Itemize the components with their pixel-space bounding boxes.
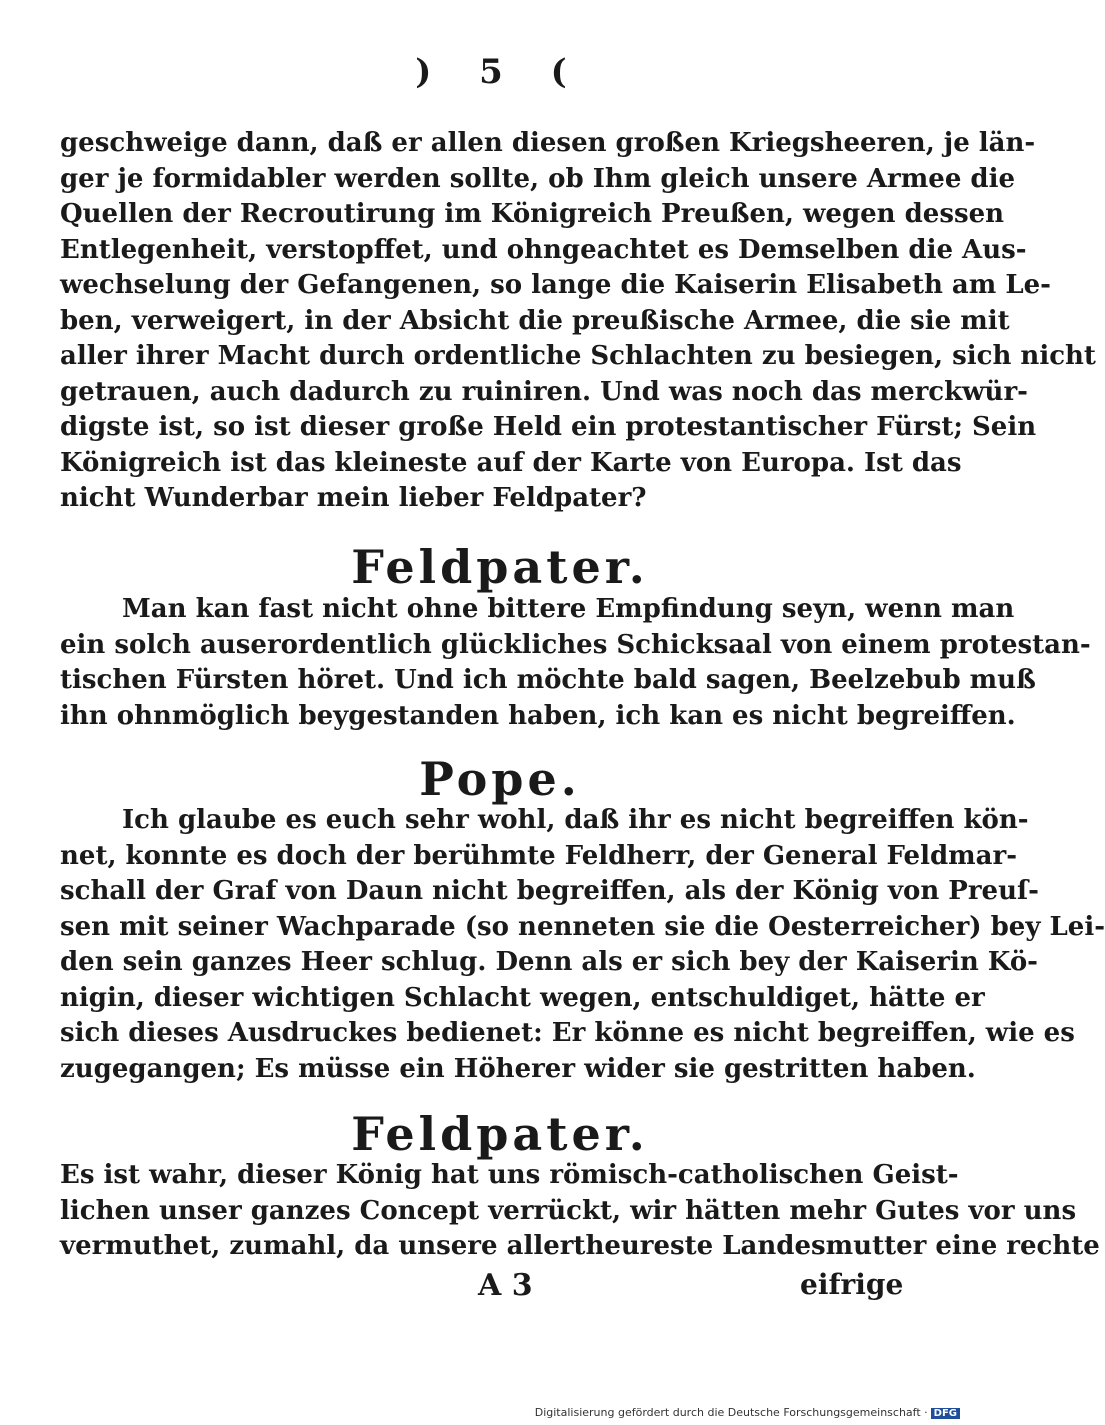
text-line: nigin, dieser wichtigen Schlacht wegen, entschuldiget, hätte er: [60, 982, 985, 1013]
text-line: den sein ganzes Heer schlug. Denn als er sich bey der Kaiserin Kö-: [60, 947, 1038, 977]
speaker-heading-feldpater: Feldpater.: [351, 540, 649, 594]
text-line: Man kan fast nicht ohne bittere Empfindung seyn, wenn man: [122, 594, 1015, 624]
paragraph-1: [60, 126, 1096, 517]
text-line: aller ihrer Macht durch ordentliche Schlachten zu besiegen, sich nicht: [60, 341, 1096, 371]
dfg-logo: DFG: [931, 1408, 960, 1419]
text-line: sich dieses Ausdruckes bedienet: Er könne es nicht begreiffen, wie es: [60, 1018, 1075, 1048]
text-line: Entlegenheit, verstopffet, und ohngeachtet es Demselben die Aus-: [60, 234, 1027, 265]
text-line: geschweige dann, daß er allen diesen großen Kriegsheeren, je län-: [60, 128, 1036, 158]
credit-text: Digitalisierung gefördert durch die Deutsche Forschungsgemeinschaft ·: [534, 1406, 928, 1419]
text-line: nicht Wunderbar mein lieber Feldpater?: [60, 483, 647, 513]
text-line: Ich glaube es euch sehr wohl, daß ihr es nicht begreiffen kön-: [122, 805, 1029, 835]
text-line: ihn ohnmöglich beygestanden haben, ich kan es nicht begreiffen.: [60, 700, 1016, 731]
paragraph-3: [60, 803, 1105, 1087]
signature-mark: A 3: [478, 1268, 533, 1303]
text-line: schall der Graf von Daun nicht begreiffen, als der König von Preuſ-: [60, 876, 1039, 906]
text-line: vermuthet, zumahl, da unsere allertheureste Landesmutter eine rechte: [60, 1231, 1100, 1261]
text-line: getrauen, auch dadurch zu ruiniren. Und was noch das merckwür-: [60, 376, 1028, 407]
paragraph-2: [60, 592, 1091, 734]
text-line: Quellen der Recroutirung im Königreich Preußen, wegen dessen: [60, 199, 1005, 229]
text-line: wechselung der Gefangenen, so lange die Kaiserin Elisabeth am Le-: [60, 270, 1051, 300]
speaker-heading-pope: Pope.: [419, 752, 581, 806]
text-line: sen mit seiner Wachparade (so nenneten sie die Oesterreicher) bey Lei-: [60, 911, 1105, 942]
text-line: Es ist wahr, dieser König hat uns römisch-catholischen Geist-: [60, 1160, 959, 1190]
text-line: Königreich ist das kleineste auf der Karte von Europa. Ist das: [60, 447, 962, 478]
text-line: ben, verweigert, in der Absicht die preußische Armee, die sie mit: [60, 305, 1010, 336]
text-line: ger je formidabler werden sollte, ob Ihm gleich unsere Armee die: [60, 163, 1016, 194]
text-line: ein solch auserordentlich glückliches Schicksaal von einem protestan-: [60, 629, 1091, 660]
text-line: net, konnte es doch der berühmte Feldherr, der General Feldmar-: [60, 840, 1017, 871]
text-line: zugegangen; Es müsse ein Höherer wider sie gestritten haben.: [60, 1053, 976, 1084]
text-line: tischen Fürsten höret. Und ich möchte bald sagen, Beelzebub muß: [60, 665, 1036, 695]
digitization-credit: [535, 1406, 960, 1419]
paragraph-4: [60, 1158, 1100, 1265]
page-number: ) 5 (: [415, 52, 585, 92]
speaker-heading-feldpater: Feldpater.: [351, 1107, 649, 1161]
text-line: digste ist, so ist dieser große Held ein protestantischer Fürst; Sein: [60, 412, 1037, 442]
catchword: eifrige: [800, 1268, 904, 1301]
text-line: lichen unser ganzes Concept verrückt, wir hätten mehr Gutes vor uns: [60, 1195, 1077, 1226]
